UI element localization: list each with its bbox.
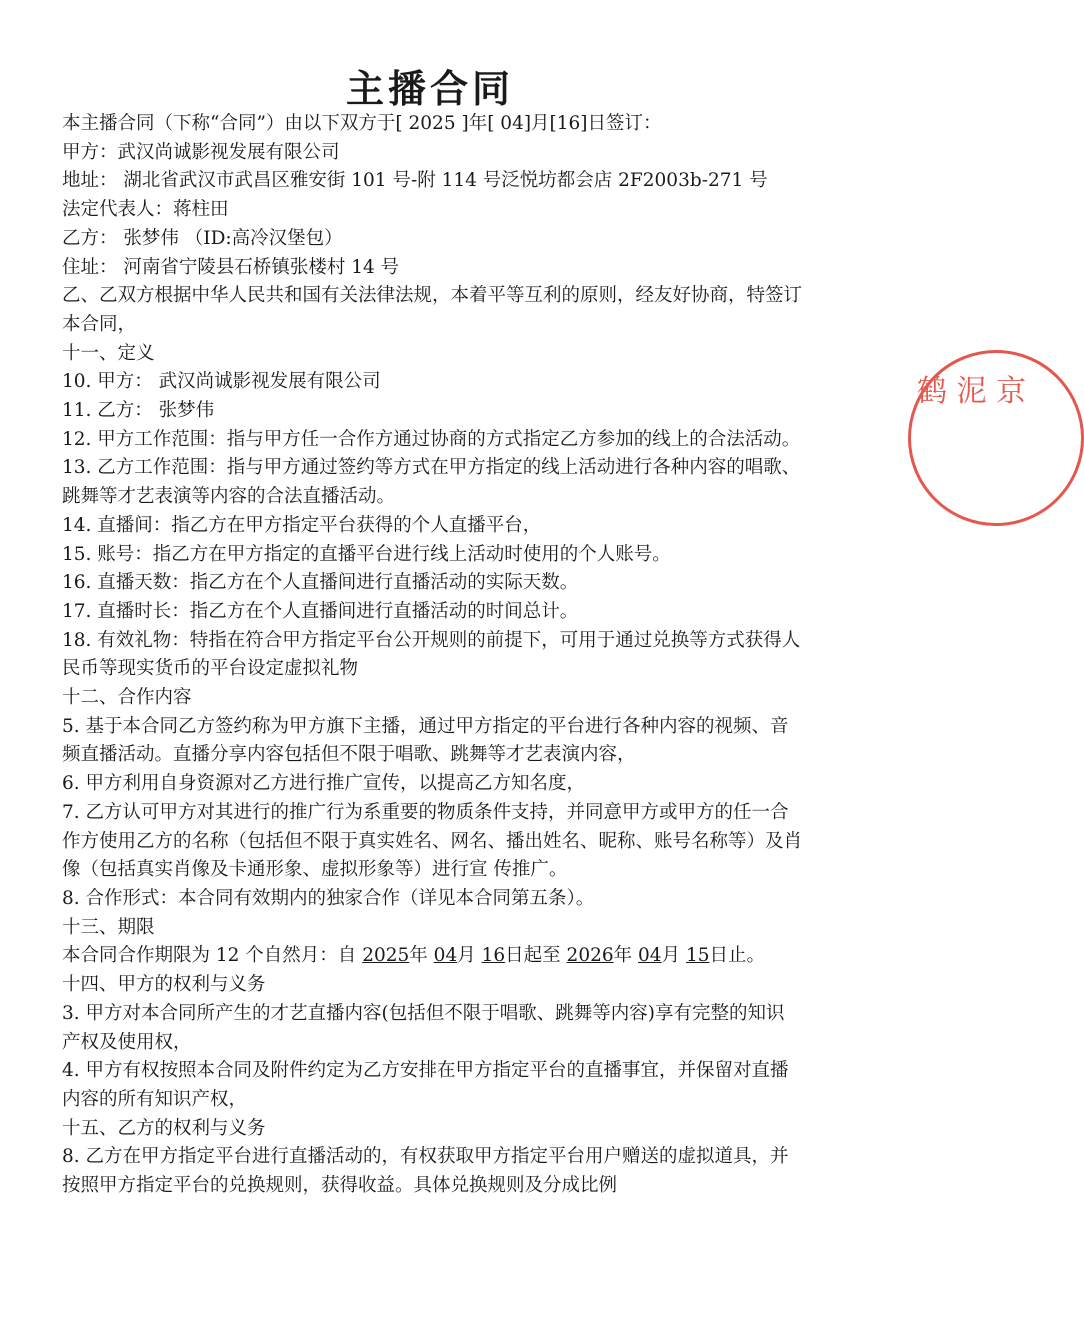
section-heading: 十一、定义 [62,342,155,364]
clause: 11. 乙方： 张梦伟 [62,400,215,422]
clause: 8. 乙方在甲方指定平台进行直播活动的，有权获取甲方指定平台用户赠送的虚拟道具，并按照甲方指定平台的兑换规则，获得收益。具体兑换规则及分成比例 [62,1146,789,1197]
clause: 7. 乙方认可甲方对其进行的推广行为系重要的物质条件支持，并同意甲方或甲方的任一合作方使用乙方的名称（包括但不限于真实姓名、网名、播出姓名、昵称、账号名称等）及肖像（包括真实肖像及卡通形象、虚拟形象等）进行宣 传推广。 [62,801,803,881]
clause: 8. 合作形式：本合同有效期内的独家合作（详见本合同第五条）。 [62,887,595,909]
section-heading: 十三、期限 [62,916,155,938]
clause: 5. 基于本合同乙方签约称为甲方旗下主播，通过甲方指定的平台进行各种内容的视频、音频直播活动。直播分享内容包括但不限于唱歌、跳舞等才艺表演内容， [62,715,789,766]
term-text: 年 [613,945,639,967]
term-end-day: 15 [685,945,710,967]
term-start-year: 2025 [362,945,410,967]
company-seal-stamp [908,350,1084,526]
term-text: 日起至 [505,945,567,967]
term-end-month: 04 [638,945,662,967]
clause: 14. 直播间：指乙方在甲方指定平台获得的个人直播平台， [62,514,542,536]
section-heading: 十二、合作内容 [62,687,192,709]
party-b: 乙方： 张梦伟 （ID:高冷汉堡包） [62,227,343,249]
term-prefix: 本合同合作期限为 12 个自然月：自 [62,945,363,967]
contract-body [62,110,802,1201]
clause: 6. 甲方利用自身资源对乙方进行推广宣传，以提高乙方知名度， [62,773,586,795]
clause: 18. 有效礼物：特指在符合甲方指定平台公开规则的前提下，可用于通过兑换等方式获得人民币等现实货币的平台设定虚拟礼物 [62,629,801,680]
seal-text: 鹤 泥 京 [917,374,1027,409]
clause: 15. 账号：指乙方在甲方指定的直播平台进行线上活动时使用的个人账号。 [62,543,671,565]
section-heading: 十五、乙方的权利与义务 [62,1117,266,1139]
clause: 10. 甲方： 武汉尚诚影视发展有限公司 [62,371,381,393]
clause: 12. 甲方工作范围：指与甲方任一合作方通过协商的方式指定乙方参加的线上的合法活动。 [62,428,801,450]
legal-representative: 法定代表人：蒋柱田 [62,199,229,221]
term-text: 年 [409,945,434,967]
clause: 17. 直播时长：指乙方在个人直播间进行直播活动的时间总计。 [62,600,579,622]
party-a: 甲方：武汉尚诚影视发展有限公司 [62,141,340,163]
term-start-day: 16 [481,945,506,967]
clause: 16. 直播天数：指乙方在个人直播间进行直播活动的实际天数。 [62,572,579,594]
party-b-address: 住址： 河南省宁陵县石桥镇张楼村 14 号 [62,256,400,278]
term-end-year: 2026 [566,945,614,967]
term-line [62,942,802,971]
term-text: 月 [457,945,482,967]
section-heading: 十四、甲方的权利与义务 [62,974,266,996]
clause: 4. 甲方有权按照本合同及附件约定为乙方安排在甲方指定平台的直播事宜，并保留对直播内容的所有知识产权， [62,1060,789,1110]
clause: 13. 乙方工作范围：指与甲方通过签约等方式在甲方指定的线上活动进行各种内容的唱歌、跳舞等才艺表演等内容的合法直播活动。 [62,457,801,508]
term-text: 月 [661,945,686,967]
document-title: 主播合同 [345,67,514,111]
clause: 3. 甲方对本合同所产生的才艺直播内容(包括但不限于唱歌、跳舞等内容)享有完整的知识产权及使用权， [62,1002,785,1053]
party-a-address: 地址： 湖北省武汉市武昌区雅安街 101 号-附 114 号泛悦坊都会店 2F2003b-271 号 [62,170,768,192]
intro-line: 本主播合同（下称“合同”）由以下双方于[ 2025 ]年[ 04]月[16]日签订： [62,113,662,134]
term-start-month: 04 [433,945,458,967]
term-suffix: 日止。 [709,945,766,967]
preamble: 乙、乙双方根据中华人民共和国有关法律法规，本着平等互利的原则，经友好协商，特签订本合同， [62,285,803,335]
